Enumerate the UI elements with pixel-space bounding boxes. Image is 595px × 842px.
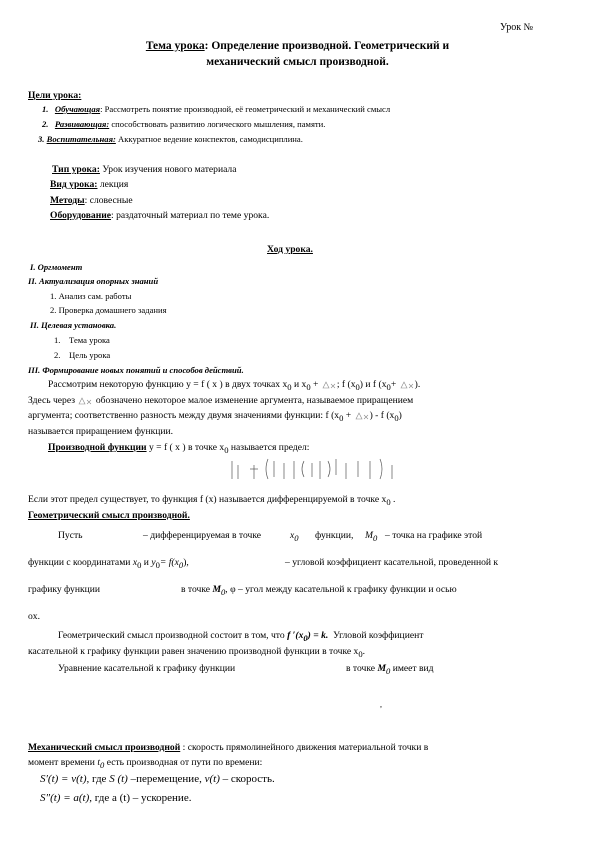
geom-line2 <box>28 557 189 570</box>
text: M <box>365 530 373 541</box>
text: S′(t) = v(t), <box>40 773 90 785</box>
geom-line5 <box>58 630 423 643</box>
section-1: I. Оргмомент <box>30 262 83 272</box>
text: . <box>390 494 396 505</box>
text: ) - f (x <box>369 410 395 421</box>
text: x <box>290 530 295 541</box>
section-2-item-1: 1. Анализ сам. работы <box>50 291 132 301</box>
lesson-methods-value: : словесные <box>84 195 133 206</box>
text: t <box>97 757 101 768</box>
para1-line1 <box>48 379 420 392</box>
section-3-item-1 <box>54 335 110 345</box>
goal-label: Обучающая <box>54 104 101 114</box>
goal-item-1 <box>42 104 390 114</box>
text: – дифференцируемая в точке <box>143 530 262 541</box>
lesson-methods <box>50 195 133 207</box>
text: y = f ( x ) в точке x <box>146 442 225 453</box>
title-line1: : Определение производной. Геометрический и <box>204 40 450 52</box>
sub: 0 <box>355 381 360 392</box>
section-3: II. Целевая установка. <box>30 320 117 330</box>
geom-line2-end: – угловой коэффициент касательной, проведенной к <box>285 557 499 568</box>
x0-var <box>290 530 299 543</box>
text: : скорость прямолинейного движения материальной точки в <box>180 742 429 753</box>
lesson-type-value: Урок изучения нового материала <box>99 164 237 175</box>
lesson-type-label: Тип урока: <box>52 164 100 175</box>
sub: 0 <box>306 381 311 392</box>
text: y <box>151 557 156 568</box>
mechanical-line1 <box>28 742 428 754</box>
para1-line3 <box>28 410 402 423</box>
goals-heading: Цели урока: <box>28 90 82 101</box>
text: ; f (x <box>336 379 356 390</box>
lesson-equipment-value: : раздаточный материал по теме урока. <box>111 210 270 221</box>
geom-line3-a: графику функции <box>28 584 101 595</box>
text: S (t) <box>109 773 128 785</box>
text: –перемещение, <box>130 773 202 785</box>
text: где a (t) – ускорение. <box>94 792 192 804</box>
lesson-equipment-label: Оборудование <box>50 210 112 221</box>
text: обозначено некоторое малое изменение аргумента, называемое приращением <box>95 395 414 406</box>
lesson-kind <box>50 179 128 191</box>
page-title <box>0 40 595 54</box>
sub: 0 <box>100 759 105 770</box>
text: , φ – угол между касательной к графику функции и осью <box>225 584 457 595</box>
sub: 0 <box>178 559 184 570</box>
text: касательной к графику функции равен значению производной функции в точке x <box>28 646 359 657</box>
item-num: 2. <box>54 350 61 360</box>
text: + <box>310 379 319 390</box>
text: Пусть <box>58 530 83 541</box>
text: и <box>143 557 149 568</box>
text: f ′(x <box>287 630 304 641</box>
goal-text: : Рассмотреть понятие производной, её геометрический и механический смысл <box>100 104 391 114</box>
text: ). <box>414 379 421 390</box>
m0-var <box>365 530 377 543</box>
goal-num: 2. <box>42 119 49 129</box>
mechanical-line2 <box>28 757 262 770</box>
delta-x-icon <box>77 396 93 405</box>
text: имеет вид <box>392 663 434 674</box>
geometric-heading: Геометрический смысл производной. <box>28 510 190 521</box>
para1-line2 <box>28 395 413 407</box>
text: Здесь через <box>28 395 76 406</box>
delta-x-icon <box>354 411 370 420</box>
text: называется предел: <box>228 442 310 453</box>
text: в точке <box>181 584 211 595</box>
delta-x-icon <box>321 380 337 389</box>
sub: 0 <box>155 559 160 570</box>
goal-num: 3. <box>38 134 45 144</box>
goal-label: Воспитательная: <box>46 134 116 144</box>
geom-line6 <box>28 646 365 659</box>
text: аргумента; соответственно разность между двумя значениями функции: f (x <box>28 410 340 421</box>
sub: 0 <box>394 412 399 423</box>
sub: 0 <box>386 496 391 507</box>
text: Угловой коэффициент <box>333 630 424 641</box>
text: . <box>362 646 366 657</box>
lesson-equipment <box>50 210 269 222</box>
lesson-type <box>52 164 236 176</box>
goal-label: Развивающая: <box>54 119 110 129</box>
lesson-number: Урок № <box>500 22 534 33</box>
section-4: III. Формирование новых понятий и способов действий. <box>28 365 244 375</box>
text: ) <box>398 410 402 421</box>
geom-line7-b <box>346 663 434 676</box>
lesson-kind-value: лекция <box>97 179 129 190</box>
sub: 0 <box>373 532 378 543</box>
sub: 0 <box>339 412 344 423</box>
text: ) и f (x <box>359 379 387 390</box>
delta-x-icon <box>399 380 415 389</box>
goal-num: 1. <box>42 104 49 114</box>
text: Рассмотрим некоторую функцию y = f ( x ) в двух точках x <box>48 379 288 390</box>
text: M <box>212 584 221 595</box>
sub: 0 <box>386 381 391 392</box>
item-text: Тема урока <box>69 335 110 345</box>
goal-text: способствовать развитию логического мышления, памяти. <box>109 119 326 129</box>
text: S″(t) = a(t), <box>40 792 93 804</box>
item-num: 1. <box>54 335 61 345</box>
section-2-item-2: 2. Проверка домашнего задания <box>50 305 167 315</box>
goal-item-2 <box>42 119 325 129</box>
derivative-label: Производной функции <box>48 442 147 453</box>
text: и x <box>291 379 307 390</box>
geom-line7-a: Уравнение касательной к графику функции <box>58 663 236 674</box>
text: M <box>377 663 386 674</box>
formula-acceleration <box>40 792 191 805</box>
goal-item-3 <box>38 134 303 144</box>
sub: 0 <box>287 381 292 392</box>
text: x <box>132 557 138 568</box>
sub: 0 <box>221 586 226 597</box>
text: – скорость. <box>222 773 275 785</box>
derivative-definition <box>48 442 309 455</box>
item-text: Цель урока <box>69 350 111 360</box>
text: момент времени <box>28 757 95 768</box>
text: есть производная от пути по времени: <box>106 757 263 768</box>
text: ) = k. <box>307 630 329 641</box>
text: = f(x <box>159 557 179 568</box>
geom-line3-b <box>181 584 457 597</box>
page-title-line2: механический смысл производной. <box>206 56 389 68</box>
sub: 0 <box>303 632 308 643</box>
geom-line4: ox. <box>28 611 40 622</box>
lesson-methods-label: Методы <box>50 195 85 206</box>
text: + <box>390 379 397 390</box>
sub: 0 <box>224 444 229 455</box>
limit-formula-image <box>228 455 403 483</box>
para1-line4: называется приращением функции. <box>28 426 174 437</box>
text: v(t) <box>204 773 220 785</box>
lesson-kind-label: Вид урока: <box>50 179 98 190</box>
section-3-item-2 <box>54 350 110 360</box>
sub: 0 <box>358 648 363 659</box>
differentiable-text <box>28 494 395 507</box>
text: – точка на графике этой <box>385 530 483 541</box>
goal-text: Аккуратное ведение конспектов, самодисциплина. <box>115 134 303 144</box>
text: + <box>343 410 352 421</box>
mechanical-heading: Механический смысл производной <box>28 742 181 753</box>
title-label: Тема урока <box>145 40 205 52</box>
section-2: II. Актуализация опорных знаний <box>28 276 159 286</box>
text: функции, <box>315 530 354 541</box>
text: Геометрический смысл производной состоит в том, что <box>58 630 285 641</box>
sub: 0 <box>386 665 391 676</box>
text: функции с координатами <box>28 557 131 568</box>
sub: 0 <box>137 559 142 570</box>
formula-velocity <box>40 773 275 786</box>
text: где <box>91 773 107 785</box>
text: Если этот предел существует, то функция f (x) называется дифференцируемой в точке x <box>28 494 387 505</box>
sub: 0 <box>294 532 299 543</box>
text: ), <box>183 557 189 568</box>
course-heading: Ход урока. <box>267 244 313 255</box>
text: в точке <box>346 663 376 674</box>
stray-mark: , <box>380 700 382 709</box>
